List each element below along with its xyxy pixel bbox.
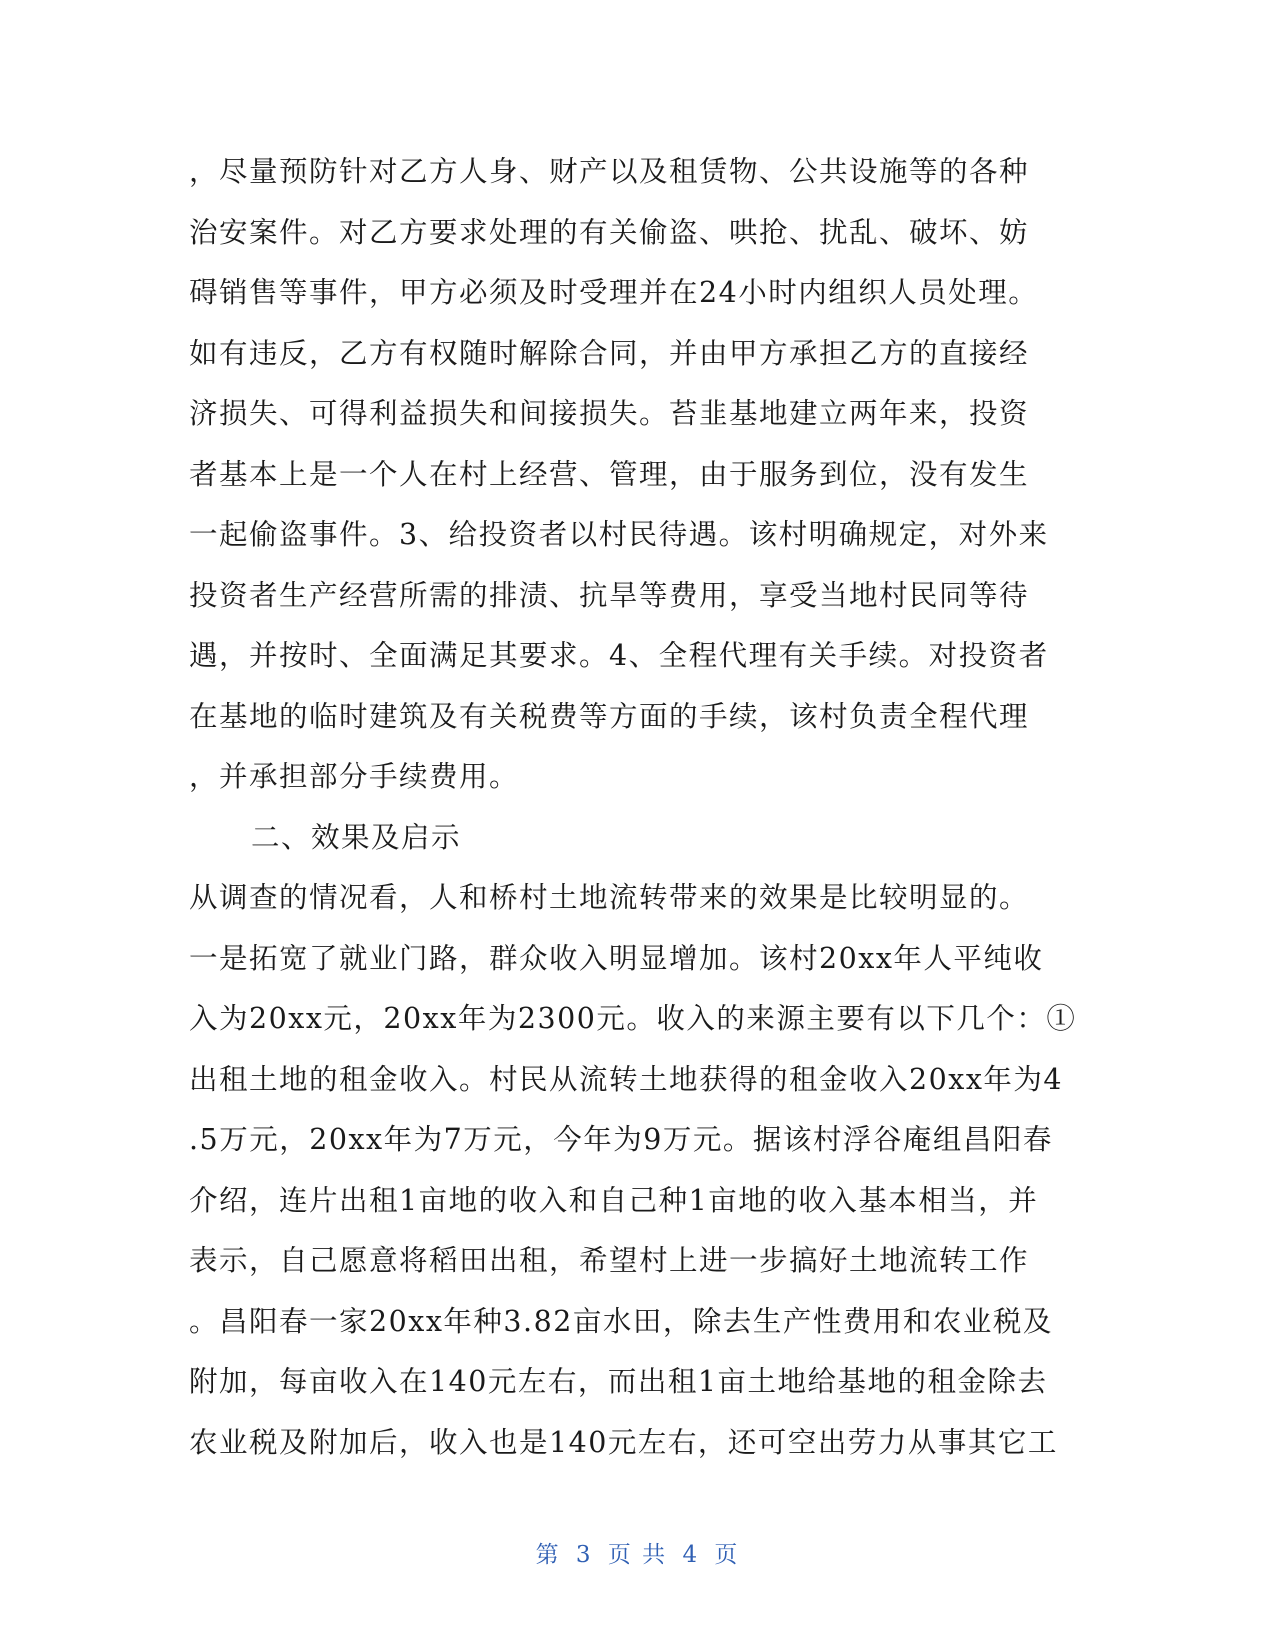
page-footer xyxy=(0,1536,1275,1569)
total-page-number: 4 xyxy=(682,1542,700,1568)
section-heading: 二、效果及启示 xyxy=(251,820,462,854)
footer-middle: 页 共 xyxy=(607,1542,668,1568)
text-line: 。昌阳春一家20xx年种3.82亩水田，除去生产性费用和农业税及 xyxy=(189,1304,1053,1338)
current-page-number: 3 xyxy=(575,1542,593,1568)
text-line: 如有违反，乙方有权随时解除合同，并由甲方承担乙方的直接经 xyxy=(189,336,1030,370)
text-line: 遇，并按时、全面满足其要求。4、全程代理有关手续。对投资者 xyxy=(189,639,1049,672)
footer-suffix: 页 xyxy=(714,1542,740,1568)
text-line: 农业税及附加后，收入也是140元左右，还可空出劳力从事其它工 xyxy=(189,1425,1058,1459)
text-line: 一是拓宽了就业门路，群众收入明显增加。该村20xx年人平纯收 xyxy=(189,941,1044,975)
text-line: 出租土地的租金收入。村民从流转土地获得的租金收入20xx年为4 xyxy=(189,1062,1064,1096)
text-line: 治安案件。对乙方要求处理的有关偷盗、哄抢、扰乱、破坏、妨 xyxy=(189,215,1030,249)
text-line: 济损失、可得利益损失和间接损失。苔韭基地建立两年来，投资 xyxy=(189,397,1030,430)
text-line: ，尽量预防针对乙方人身、财产以及租赁物、公共设施等的各种 xyxy=(189,155,1030,188)
text-line: 碍销售等事件，甲方必须及时受理并在24小时内组织人员处理。 xyxy=(189,276,1039,309)
text-line: 一起偷盗事件。3、给投资者以村民待遇。该村明确规定，对外来 xyxy=(189,518,1049,551)
text-line: 在基地的临时建筑及有关税费等方面的手续，该村负责全程代理 xyxy=(189,699,1030,733)
text-line: 附加，每亩收入在140元左右，而出租1亩土地给基地的租金除去 xyxy=(189,1365,1048,1398)
text-line: 者基本上是一个人在村上经营、管理，由于服务到位，没有发生 xyxy=(189,457,1030,491)
text-line: ，并承担部分手续费用。 xyxy=(189,760,520,793)
footer-prefix: 第 xyxy=(535,1542,561,1568)
text-line: 表示，自己愿意将稻田出租，希望村上进一步搞好土地流转工作 xyxy=(189,1244,1030,1277)
text-line: 投资者生产经营所需的排渍、抗旱等费用，享受当地村民同等待 xyxy=(189,578,1030,612)
text-line: .5万元，20xx年为7万元，今年为9万元。据该村浮谷庵组昌阳春 xyxy=(189,1123,1053,1156)
text-line: 从调查的情况看，人和桥村土地流转带来的效果是比较明显的。 xyxy=(189,881,1030,914)
text-line: 介绍，连片出租1亩地的收入和自己种1亩地的收入基本相当，并 xyxy=(189,1183,1039,1217)
text-line: 入为20xx元，20xx年为2300元。收入的来源主要有以下几个：① xyxy=(189,1002,1077,1035)
body-text xyxy=(189,142,1089,1473)
